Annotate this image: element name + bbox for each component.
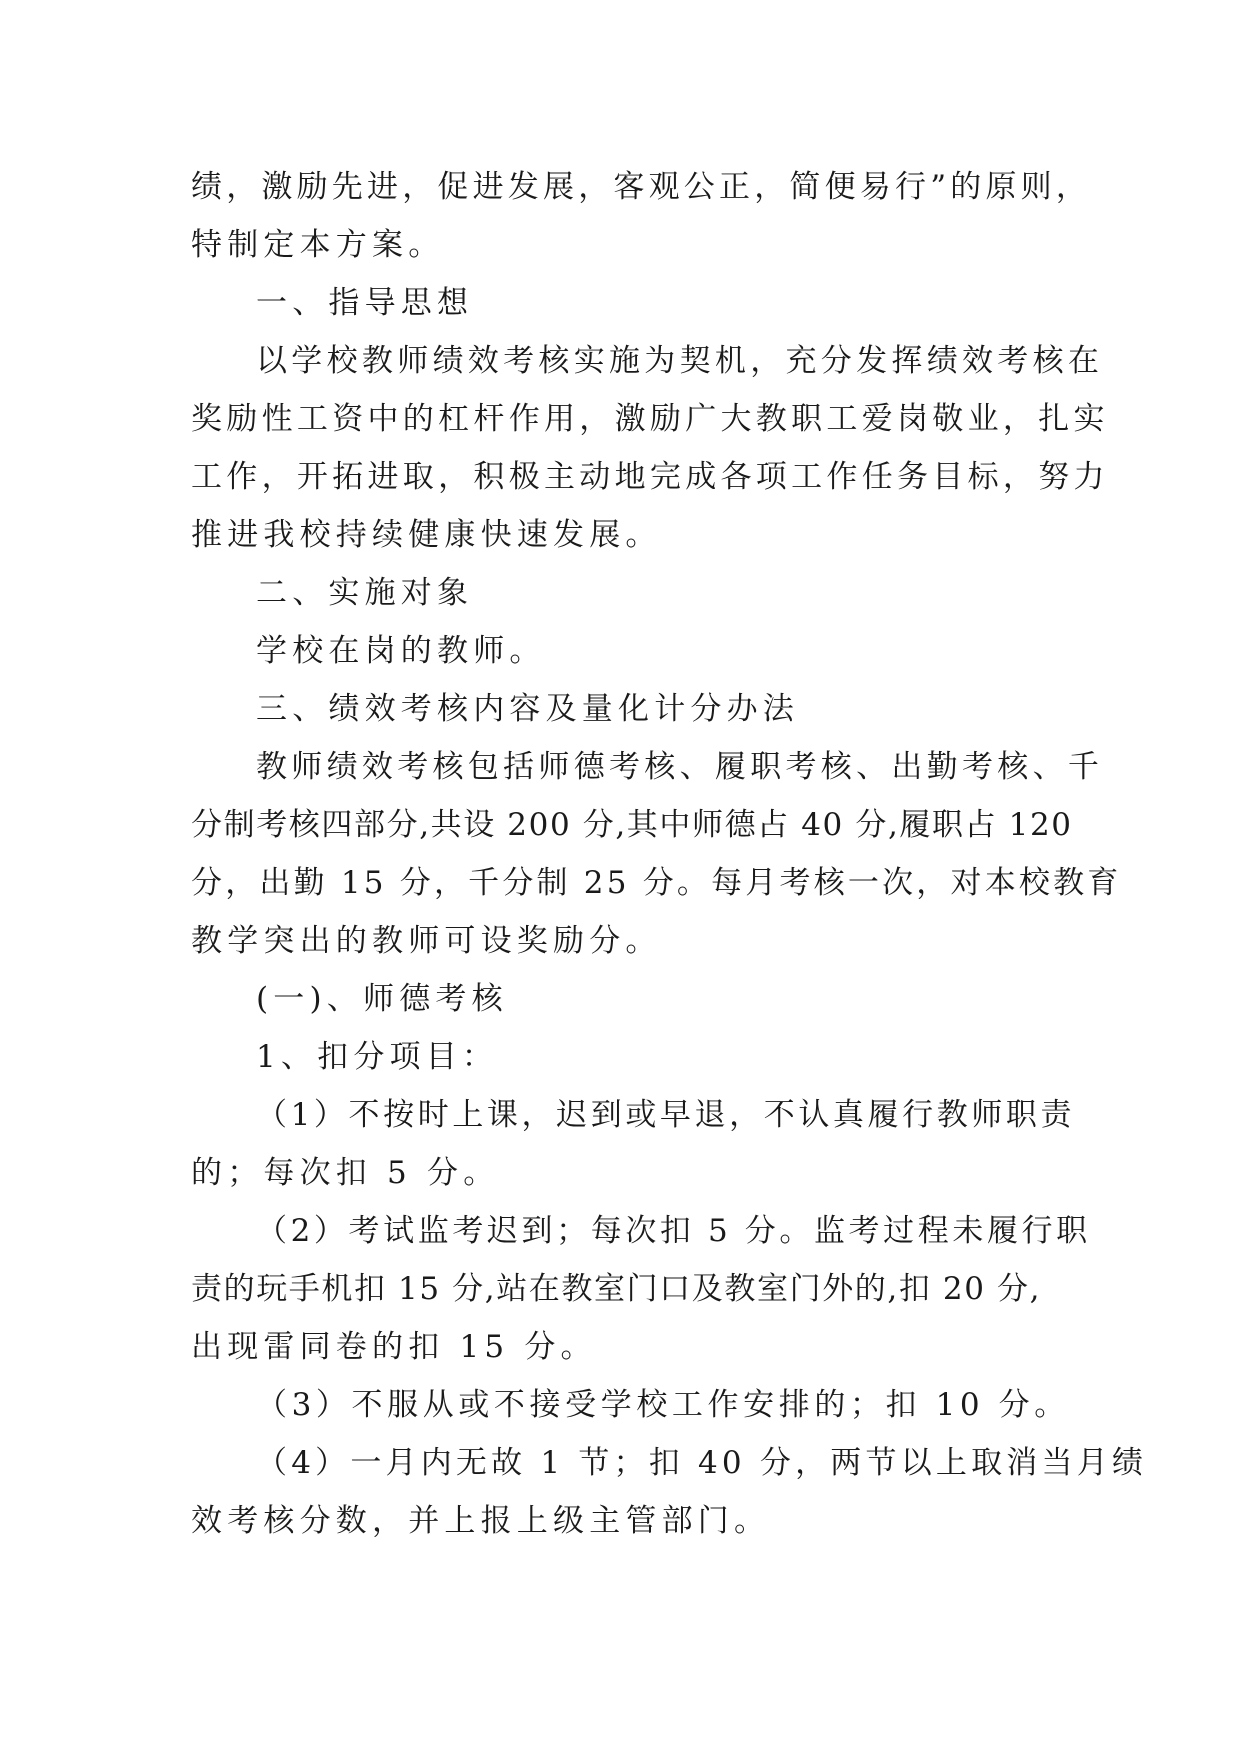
- paragraph-line: 分，出勤 15 分，千分制 25 分。每月考核一次，对本校教育: [191, 865, 1122, 901]
- list-item-line: （1）不按时上课，迟到或早退，不认真履行教师职责: [256, 1097, 1076, 1133]
- paragraph-line: 教师绩效考核包括师德考核、履职考核、出勤考核、千: [256, 749, 1104, 785]
- list-item-line: （2）考试监考迟到；每次扣 5 分。监考过程未履行职: [256, 1213, 1091, 1249]
- list-item-line: （4）一月内无故 1 节；扣 40 分，两节以上取消当月绩: [256, 1445, 1148, 1481]
- paragraph-line: 工作，开拓进取，积极主动地完成各项工作任务目标，努力: [191, 459, 1109, 495]
- list-item-line: 的；每次扣 5 分。: [191, 1155, 500, 1191]
- list-item-line: 效考核分数，并上报上级主管部门。: [191, 1503, 771, 1539]
- section-heading-guiding-ideology: 一、指导思想: [256, 285, 474, 321]
- paragraph-line: 教学突出的教师可设奖励分。: [191, 923, 662, 959]
- paragraph-line: 推进我校持续健康快速发展。: [191, 517, 662, 553]
- list-item-line: 出现雷同卷的扣 15 分。: [191, 1329, 597, 1365]
- section-heading-content: 三、绩效考核内容及量化计分办法: [256, 691, 799, 727]
- subsection-heading-ethics: (一)、师德考核: [256, 981, 508, 1017]
- list-item-line: 责的玩手机扣 15 分,站在教室门口及教室门外的,扣 20 分,: [191, 1271, 1042, 1307]
- text-line-continuation: 绩，激励先进，促进发展，客观公正，简便易行”的原则，: [191, 169, 1092, 205]
- paragraph-line: 奖励性工资中的杠杆作用，激励广大教职工爱岗敬业，扎实: [191, 401, 1109, 437]
- paragraph-line: 学校在岗的教师。: [256, 633, 546, 669]
- paragraph-line: 以学校教师绩效考核实施为契机，充分发挥绩效考核在: [256, 343, 1104, 379]
- section-heading-target: 二、实施对象: [256, 575, 474, 611]
- list-item-line: （3）不服从或不接受学校工作安排的；扣 10 分。: [256, 1387, 1070, 1423]
- item-heading-deductions: 1、扣分项目：: [256, 1039, 499, 1075]
- paragraph-line: 分制考核四部分,共设 200 分,其中师德占 40 分,履职占 120: [191, 807, 1073, 843]
- text-line-continuation: 特制定本方案。: [191, 227, 445, 263]
